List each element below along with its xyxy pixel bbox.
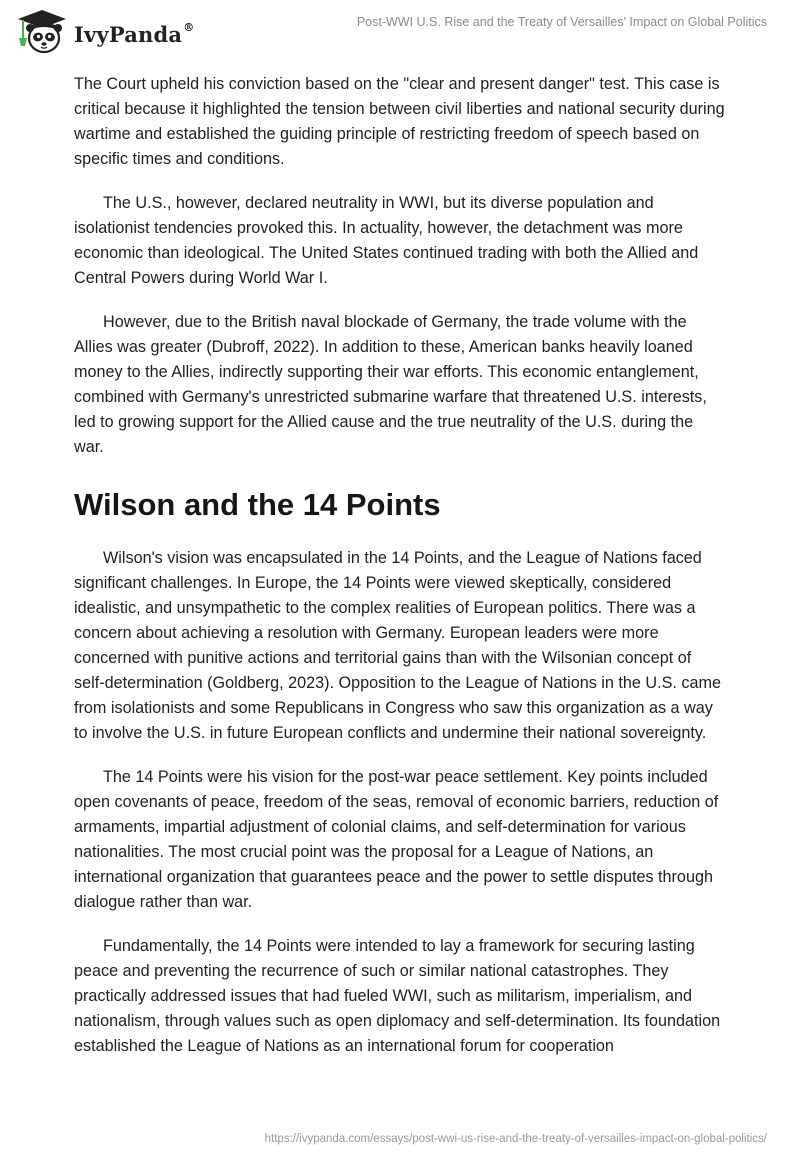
paragraph: However, due to the British naval blockade of Germany, the trade volume with the Allies was greater (Dubroff, 2022). In addition to these, American banks heavily loaned money to the Allies, indirectly supporting their war efforts. This economic entanglement, combined with Germany's unrestricted submarine warfare that threatened U.S. interests, led to growing support for the Allied cause and the true neutrality of the U.S. during the war.	[74, 313, 707, 456]
essay-body	[74, 72, 726, 1078]
paragraph: Fundamentally, the 14 Points were intended to lay a framework for securing lasting peace and preventing the recurrence of such or similar national catastrophes. They practically addressed issues that had fueled WWI, such as militarism, imperialism, and nationalism, through values such as open diplomacy and self-determination. Its foundation established the League of Nations as an international forum for cooperation	[74, 937, 721, 1055]
paragraph: The U.S., however, declared neutrality in WWI, but its diverse population and isolationist tendencies provoked this. In actuality, however, the detachment was more economic than ideological. The United States continued trading with both the Allied and Central Powers during World War I.	[74, 194, 699, 287]
logo-text: IvyPanda®	[74, 20, 195, 47]
paragraph: Wilson's vision was encapsulated in the 14 Points, and the League of Nations faced significant challenges. In Europe, the 14 Points were viewed skeptically, considered idealistic, and unsympathetic to the complex realities of European politics. There was a concern about achieving a resolution with Germany. European leaders were more concerned with punitive actions and territorial gains than with the Wilsonian concept of self-determination (Goldberg, 2023). Opposition to the League of Nations in the U.S. came from isolationists and some Republicans in Congress who saw this organization as a way to involve the U.S. in future European conflicts and undermine their national sovereignty.	[74, 549, 721, 742]
source-url[interactable]: https://ivypanda.com/essays/post-wwi-us-rise-and-the-treaty-of-versailles-impact-on-global-politics/	[264, 1133, 767, 1145]
page-header	[0, 0, 800, 64]
site-logo[interactable]	[14, 8, 194, 56]
section-heading: Wilson and the 14 Points	[74, 487, 441, 522]
document-title: Post-WWI U.S. Rise and the Treaty of Versailles' Impact on Global Politics	[356, 15, 767, 29]
panda-graduation-cap-icon	[14, 8, 70, 56]
paragraph: The Court upheld his conviction based on the "clear and present danger" test. This case is critical because it highlighted the tension between civil liberties and national security during wartime and established the guiding principle of restricting freedom of speech based on specific times and conditions.	[74, 75, 725, 168]
paragraph: The 14 Points were his vision for the post-war peace settlement. Key points included open covenants of peace, freedom of the seas, removal of economic barriers, reduction of armaments, impartial adjustment of colonial claims, and self-determination for various nationalities. The most crucial point was the proposal for a League of Nations, an international organization that guarantees peace and the power to settle disputes through dialogue rather than war.	[74, 768, 719, 911]
